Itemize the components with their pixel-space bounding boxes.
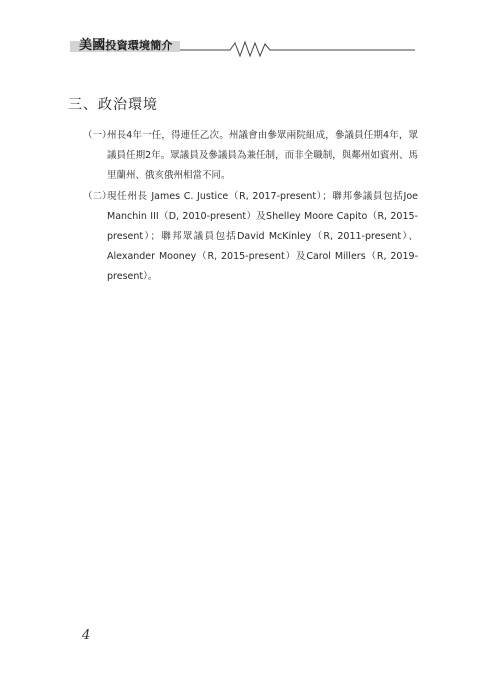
header-pulse-line <box>180 38 415 58</box>
list-item <box>83 187 418 287</box>
item-text: 現任州長 James C. Justice（R, 2017-present）；聯邦參議員包括Joe Manchin III（D, 2010-present）及Shelley Moore Capito（R, 2015-present）；聯邦眾議員包括David McKinley（R, 2011-present）、Alexander Mooney（R, 2015-present）及Carol Millers（R, 2019-present）。 <box>107 191 418 282</box>
section-title: 三、政治環境 <box>68 97 158 113</box>
header-title-large: 美國 <box>79 38 106 53</box>
page-number: 4 <box>82 628 91 643</box>
header-title <box>79 38 173 54</box>
running-header <box>70 38 415 58</box>
list-item <box>83 126 418 186</box>
item-list <box>83 126 418 288</box>
item-number: （二） <box>83 191 112 202</box>
header-title-small: 投資環境簡介 <box>105 39 173 52</box>
item-number: （一） <box>83 130 112 141</box>
item-text: 州長4年一任，得連任乙次。州議會由參眾兩院組成，參議員任期4年，眾議員任期2年。眾議員及參議員為兼任制，而非全職制，與鄰州如賓州、馬里蘭州、俄亥俄州相當不同。 <box>107 130 418 181</box>
